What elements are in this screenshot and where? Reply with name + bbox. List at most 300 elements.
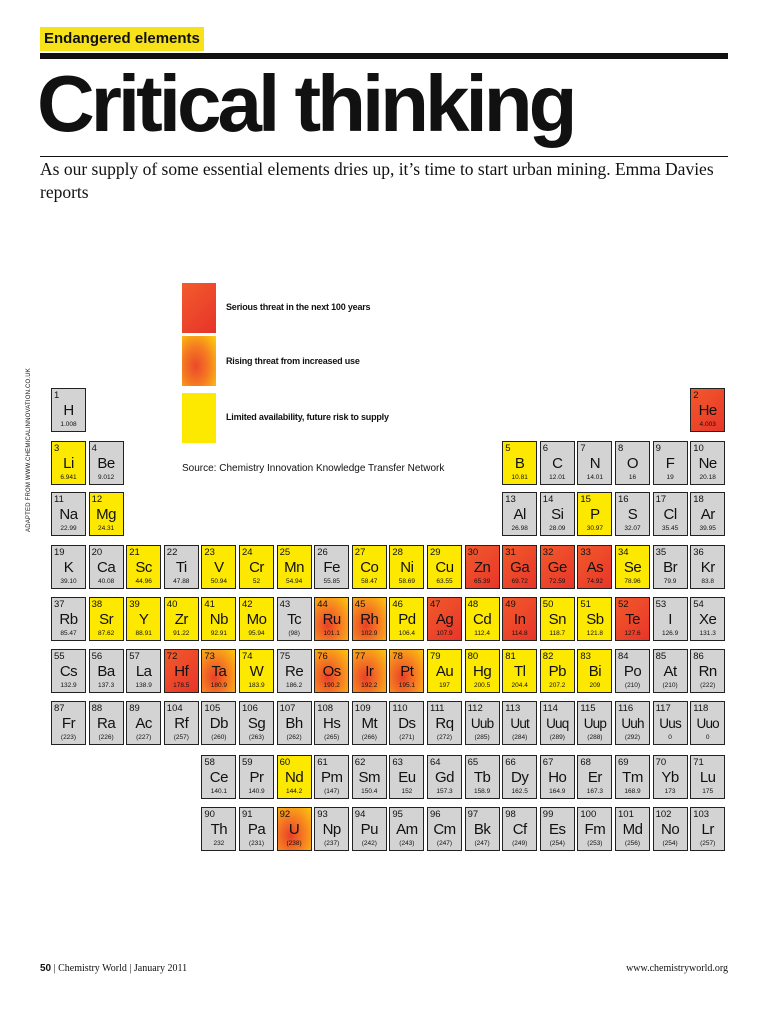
element-cell-y bbox=[126, 597, 161, 641]
element-symbol: Uus bbox=[659, 716, 681, 731]
atomic-number: 54 bbox=[693, 599, 704, 610]
atomic-mass: 132.9 bbox=[60, 682, 77, 689]
element-symbol: Na bbox=[59, 506, 78, 523]
atomic-mass: 140.1 bbox=[210, 788, 228, 795]
element-cell-bh bbox=[277, 701, 312, 745]
element-symbol: Lr bbox=[701, 821, 714, 838]
element-cell-eu bbox=[389, 755, 424, 799]
element-cell-cl bbox=[653, 492, 688, 536]
footer-left bbox=[40, 963, 187, 975]
element-symbol: La bbox=[135, 663, 152, 680]
publication-name: Chemistry World bbox=[58, 963, 127, 974]
element-cell-he bbox=[690, 388, 725, 432]
element-symbol: Db bbox=[209, 715, 228, 732]
element-cell-ds bbox=[389, 701, 424, 745]
atomic-mass: (263) bbox=[248, 734, 265, 741]
element-cell-fe bbox=[314, 545, 349, 589]
element-cell-ge bbox=[540, 545, 575, 589]
element-cell-li bbox=[51, 441, 86, 485]
element-symbol: Uut bbox=[510, 716, 529, 731]
atomic-mass: 121.8 bbox=[586, 630, 604, 637]
element-symbol: Mo bbox=[246, 611, 267, 628]
atomic-number: 7 bbox=[580, 443, 586, 454]
atomic-number: 85 bbox=[655, 651, 667, 662]
element-cell-er bbox=[577, 755, 612, 799]
element-cell-b bbox=[502, 441, 537, 485]
atomic-mass: 112.4 bbox=[474, 630, 490, 637]
atomic-number: 87 bbox=[54, 703, 65, 714]
element-symbol: Gd bbox=[434, 769, 454, 786]
element-cell-am bbox=[389, 807, 424, 851]
atomic-mass: 192.2 bbox=[361, 682, 378, 689]
element-cell-cr bbox=[239, 545, 274, 589]
atomic-mass: 178.5 bbox=[173, 682, 190, 689]
element-symbol: Tc bbox=[287, 611, 302, 628]
element-cell-rb bbox=[51, 597, 86, 641]
element-symbol: Tb bbox=[473, 769, 491, 786]
atomic-mass: (222) bbox=[700, 682, 716, 689]
atomic-mass: (231) bbox=[248, 840, 265, 847]
atomic-number: 94 bbox=[354, 809, 366, 820]
atomic-number: 65 bbox=[467, 757, 479, 768]
element-symbol: H bbox=[63, 402, 74, 419]
element-symbol: Pm bbox=[320, 769, 343, 786]
legend-swatch-rising bbox=[182, 336, 216, 386]
atomic-mass: 126.9 bbox=[661, 630, 679, 637]
atomic-number: 77 bbox=[354, 651, 366, 662]
atomic-number: 57 bbox=[129, 651, 140, 662]
element-cell-gd bbox=[427, 755, 462, 799]
element-symbol: Br bbox=[663, 559, 678, 576]
element-cell-as bbox=[577, 545, 612, 589]
element-symbol: Er bbox=[587, 769, 602, 786]
atomic-mass: 39.95 bbox=[699, 525, 716, 532]
atomic-number: 28 bbox=[392, 547, 403, 558]
atomic-number: 61 bbox=[317, 757, 328, 768]
element-symbol: B bbox=[514, 455, 525, 472]
atomic-mass: 144.2 bbox=[285, 788, 303, 795]
element-symbol: Lu bbox=[699, 769, 716, 786]
atomic-mass: (243) bbox=[399, 840, 415, 847]
atomic-mass: 114.8 bbox=[511, 630, 528, 637]
atomic-number: 80 bbox=[467, 651, 479, 662]
atomic-mass: (256) bbox=[624, 840, 641, 847]
element-symbol: Po bbox=[623, 663, 642, 680]
atomic-number: 6 bbox=[542, 443, 549, 454]
element-cell-ba bbox=[89, 649, 124, 693]
element-cell-ag bbox=[427, 597, 462, 641]
atomic-mass: 58.47 bbox=[361, 578, 378, 585]
atomic-number: 81 bbox=[505, 651, 516, 662]
element-symbol: Fr bbox=[61, 715, 76, 732]
atomic-mass: (288) bbox=[587, 734, 603, 741]
element-symbol: At bbox=[663, 663, 677, 680]
element-symbol: Bh bbox=[285, 715, 303, 732]
atomic-number: 27 bbox=[354, 547, 366, 558]
element-cell-o bbox=[615, 441, 650, 485]
element-symbol: Pt bbox=[400, 663, 414, 680]
atomic-mass: 207.2 bbox=[549, 682, 566, 689]
element-symbol: Sb bbox=[586, 611, 604, 628]
element-cell-n bbox=[577, 441, 612, 485]
element-cell-ru bbox=[314, 597, 349, 641]
atomic-mass: 127.6 bbox=[624, 630, 641, 637]
atomic-number: 105 bbox=[204, 703, 221, 714]
element-symbol: Be bbox=[97, 455, 115, 472]
issue-date: January 2011 bbox=[133, 963, 188, 974]
atomic-number: 62 bbox=[354, 757, 366, 768]
atomic-mass: 162.5 bbox=[511, 788, 528, 795]
element-symbol: Uuo bbox=[696, 716, 719, 731]
element-symbol: Cl bbox=[663, 506, 677, 523]
element-symbol: Ga bbox=[510, 559, 530, 576]
atomic-mass: (260) bbox=[211, 734, 227, 741]
element-cell-ac bbox=[126, 701, 161, 745]
atomic-number: 48 bbox=[467, 599, 479, 610]
element-cell-cs bbox=[51, 649, 86, 693]
element-cell-yb bbox=[653, 755, 688, 799]
atomic-mass: 58.69 bbox=[398, 578, 416, 585]
atomic-number: 89 bbox=[129, 703, 140, 714]
element-cell-br bbox=[653, 545, 688, 589]
legend-swatch-serious bbox=[182, 283, 216, 333]
atomic-mass: 10.81 bbox=[511, 474, 528, 481]
atomic-mass: 209 bbox=[589, 682, 601, 689]
element-cell-uub bbox=[465, 701, 500, 745]
element-cell-ca bbox=[89, 545, 124, 589]
element-symbol: Eu bbox=[398, 769, 416, 786]
element-cell-bk bbox=[465, 807, 500, 851]
atomic-number: 24 bbox=[242, 547, 253, 558]
atomic-mass: 12.01 bbox=[549, 474, 566, 481]
atomic-number: 101 bbox=[618, 809, 634, 820]
atomic-mass: 173 bbox=[664, 788, 676, 795]
atomic-number: 63 bbox=[392, 757, 403, 768]
element-symbol: Pd bbox=[398, 611, 416, 628]
element-symbol: He bbox=[698, 402, 717, 419]
atomic-mass: 65.39 bbox=[473, 578, 491, 585]
atomic-mass: 22.99 bbox=[60, 525, 77, 532]
atomic-mass: (247) bbox=[436, 840, 453, 847]
element-symbol: Ba bbox=[97, 663, 115, 680]
atomic-number: 72 bbox=[166, 651, 178, 662]
element-symbol: Te bbox=[625, 611, 640, 628]
element-cell-th bbox=[201, 807, 236, 851]
atomic-mass: 50.94 bbox=[210, 578, 228, 585]
element-symbol: Dy bbox=[511, 769, 529, 786]
element-symbol: Xe bbox=[699, 611, 717, 628]
atomic-mass: 30.97 bbox=[586, 525, 604, 532]
element-cell-w bbox=[239, 649, 274, 693]
atomic-number: 25 bbox=[279, 547, 291, 558]
atomic-mass: 79.9 bbox=[663, 578, 677, 585]
atomic-number: 14 bbox=[542, 494, 554, 505]
element-symbol: Sn bbox=[548, 611, 566, 628]
element-cell-pt bbox=[389, 649, 424, 693]
element-symbol: Ni bbox=[400, 559, 414, 576]
atomic-number: 47 bbox=[430, 599, 441, 610]
atomic-number: 19 bbox=[54, 547, 65, 558]
atomic-mass: 1.008 bbox=[60, 421, 77, 428]
atomic-number: 103 bbox=[693, 809, 710, 820]
atomic-mass: (253) bbox=[587, 840, 603, 847]
element-symbol: F bbox=[665, 455, 675, 472]
atomic-number: 68 bbox=[580, 757, 591, 768]
atomic-mass: 16 bbox=[628, 474, 637, 481]
atomic-mass: 52 bbox=[252, 578, 261, 585]
atomic-number: 102 bbox=[655, 809, 672, 820]
atomic-mass: 20.18 bbox=[699, 474, 716, 481]
legend-label-rising: Rising threat from increased use bbox=[226, 356, 360, 366]
atomic-mass: 204.4 bbox=[511, 682, 528, 689]
element-symbol: W bbox=[249, 663, 264, 680]
element-cell-ho bbox=[540, 755, 575, 799]
element-cell-nb bbox=[201, 597, 236, 641]
element-cell-db bbox=[201, 701, 236, 745]
element-cell-kr bbox=[690, 545, 725, 589]
atomic-number: 91 bbox=[242, 809, 253, 820]
page-number: 50 bbox=[40, 963, 52, 974]
element-cell-mt bbox=[352, 701, 387, 745]
atomic-number: 38 bbox=[91, 599, 103, 610]
element-cell-c bbox=[540, 441, 575, 485]
atomic-mass: 85.47 bbox=[60, 630, 77, 637]
element-symbol: Ac bbox=[135, 715, 152, 732]
atomic-mass: 44.96 bbox=[135, 578, 152, 585]
element-symbol: Re bbox=[285, 663, 304, 680]
atomic-mass: 197 bbox=[439, 682, 450, 689]
atomic-number: 5 bbox=[505, 443, 511, 454]
element-symbol: Ir bbox=[365, 663, 374, 680]
element-cell-cf bbox=[502, 807, 537, 851]
atomic-mass: 158.9 bbox=[473, 788, 491, 795]
element-symbol: Ti bbox=[175, 559, 187, 576]
element-symbol: Li bbox=[63, 455, 74, 472]
atomic-number: 55 bbox=[54, 651, 65, 662]
element-cell-xe bbox=[690, 597, 725, 641]
atomic-number: 64 bbox=[430, 757, 441, 768]
element-cell-al bbox=[502, 492, 537, 536]
element-cell-au bbox=[427, 649, 462, 693]
element-symbol: Pr bbox=[249, 769, 264, 786]
element-symbol: Hg bbox=[473, 663, 492, 680]
element-symbol: Es bbox=[549, 821, 566, 838]
atomic-mass: 47.88 bbox=[173, 578, 190, 585]
atomic-number: 108 bbox=[317, 703, 334, 714]
element-cell-mo bbox=[239, 597, 274, 641]
atomic-number: 8 bbox=[618, 443, 624, 454]
element-symbol: As bbox=[586, 559, 604, 576]
element-symbol: N bbox=[589, 455, 601, 472]
element-symbol: Cm bbox=[433, 821, 456, 838]
atomic-number: 34 bbox=[618, 547, 629, 558]
atomic-mass: (265) bbox=[324, 734, 340, 741]
element-symbol: Si bbox=[551, 506, 564, 523]
element-symbol: In bbox=[513, 611, 526, 628]
atomic-number: 67 bbox=[542, 757, 554, 768]
atomic-number: 12 bbox=[91, 494, 103, 505]
element-cell-ta bbox=[201, 649, 236, 693]
element-cell-na bbox=[51, 492, 86, 536]
element-symbol: Ar bbox=[700, 506, 715, 523]
atomic-mass: (247) bbox=[474, 840, 490, 847]
atomic-mass: (147) bbox=[324, 788, 340, 795]
element-cell-sn bbox=[540, 597, 575, 641]
atomic-mass: 164.9 bbox=[549, 788, 566, 795]
atomic-mass: (257) bbox=[700, 840, 716, 847]
element-cell-hs bbox=[314, 701, 349, 745]
atomic-mass: (227) bbox=[136, 734, 152, 741]
atomic-number: 53 bbox=[655, 599, 667, 610]
atomic-mass: 131.3 bbox=[699, 630, 716, 637]
element-symbol: Mn bbox=[284, 559, 305, 576]
element-cell-lr bbox=[690, 807, 725, 851]
atomic-number: 75 bbox=[279, 651, 291, 662]
element-symbol: Ne bbox=[698, 455, 717, 472]
atomic-number: 46 bbox=[392, 599, 403, 610]
element-symbol: Ge bbox=[547, 559, 567, 576]
atomic-mass: 6.941 bbox=[60, 474, 77, 481]
element-symbol: Ru bbox=[322, 611, 341, 628]
element-cell-sg bbox=[239, 701, 274, 745]
element-symbol: Os bbox=[322, 663, 341, 680]
atomic-mass: 74.92 bbox=[586, 578, 604, 585]
element-symbol: Co bbox=[360, 559, 379, 576]
atomic-number: 118 bbox=[693, 703, 709, 714]
element-symbol: Sm bbox=[358, 769, 381, 786]
atomic-mass: 118.7 bbox=[549, 630, 566, 637]
element-cell-re bbox=[277, 649, 312, 693]
atomic-number: 76 bbox=[317, 651, 328, 662]
atomic-number: 96 bbox=[430, 809, 441, 820]
atomic-mass: 232 bbox=[213, 840, 225, 847]
standfirst-rule bbox=[40, 156, 728, 157]
element-symbol: Rb bbox=[59, 611, 78, 628]
element-symbol: Am bbox=[396, 821, 418, 838]
element-symbol: Cu bbox=[435, 559, 454, 576]
atomic-number: 49 bbox=[505, 599, 516, 610]
atomic-mass: 0 bbox=[705, 734, 710, 741]
atomic-mass: (98) bbox=[288, 630, 300, 637]
element-symbol: Rf bbox=[174, 715, 189, 732]
element-cell-lu bbox=[690, 755, 725, 799]
atomic-mass: (254) bbox=[662, 840, 678, 847]
element-symbol: Hf bbox=[174, 663, 189, 680]
atomic-mass: 175 bbox=[702, 788, 714, 795]
atomic-mass: 101.1 bbox=[323, 630, 340, 637]
element-symbol: Ca bbox=[97, 559, 116, 576]
element-symbol: Au bbox=[435, 663, 454, 680]
atomic-number: 44 bbox=[317, 599, 328, 610]
element-cell-p bbox=[577, 492, 612, 536]
element-symbol: Mt bbox=[361, 715, 378, 732]
atomic-mass: 138.9 bbox=[135, 682, 152, 689]
atomic-mass: 152 bbox=[401, 788, 413, 795]
atomic-mass: 140.9 bbox=[248, 788, 265, 795]
element-cell-u bbox=[277, 807, 312, 851]
element-cell-k bbox=[51, 545, 86, 589]
element-cell-rn bbox=[690, 649, 725, 693]
atomic-number: 15 bbox=[580, 494, 591, 505]
element-symbol: Pb bbox=[548, 663, 566, 680]
element-symbol: Ds bbox=[398, 715, 416, 732]
element-symbol: U bbox=[288, 821, 300, 838]
element-symbol: Rn bbox=[698, 663, 717, 680]
element-cell-uut bbox=[502, 701, 537, 745]
element-cell-pd bbox=[389, 597, 424, 641]
atomic-mass: 150.4 bbox=[361, 788, 378, 795]
element-cell-ir bbox=[352, 649, 387, 693]
atomic-mass: 180.9 bbox=[210, 682, 228, 689]
atomic-number: 114 bbox=[542, 703, 558, 714]
atomic-number: 32 bbox=[542, 547, 554, 558]
atomic-mass: 9.012 bbox=[97, 474, 115, 481]
element-cell-h bbox=[51, 388, 86, 432]
atomic-number: 18 bbox=[693, 494, 704, 505]
element-cell-rf bbox=[164, 701, 199, 745]
element-cell-sc bbox=[126, 545, 161, 589]
element-cell-pr bbox=[239, 755, 274, 799]
element-symbol: Zn bbox=[473, 559, 491, 576]
element-cell-ti bbox=[164, 545, 199, 589]
atomic-mass: 69.72 bbox=[511, 578, 528, 585]
atomic-number: 100 bbox=[580, 809, 597, 820]
element-cell-at bbox=[653, 649, 688, 693]
atomic-number: 106 bbox=[242, 703, 258, 714]
element-cell-pa bbox=[239, 807, 274, 851]
atomic-mass: (262) bbox=[286, 734, 302, 741]
atomic-number: 50 bbox=[542, 599, 554, 610]
standfirst: As our supply of some essential elements dries up, it’s time to start urban mining. Emma Davies reports bbox=[40, 159, 714, 202]
atomic-mass: 63.55 bbox=[436, 578, 453, 585]
element-cell-tb bbox=[465, 755, 500, 799]
atomic-number: 60 bbox=[279, 757, 291, 768]
element-symbol: Tl bbox=[513, 663, 526, 680]
atomic-mass: 195.1 bbox=[398, 682, 416, 689]
element-cell-bi bbox=[577, 649, 612, 693]
atomic-number: 115 bbox=[580, 703, 596, 714]
element-cell-ni bbox=[389, 545, 424, 589]
atomic-number: 35 bbox=[655, 547, 667, 558]
atomic-number: 3 bbox=[54, 443, 60, 454]
element-symbol: Fm bbox=[584, 821, 606, 838]
atomic-mass: (237) bbox=[324, 840, 340, 847]
element-cell-uus bbox=[653, 701, 688, 745]
element-symbol: Rq bbox=[435, 715, 454, 732]
footer-url: www.chemistryworld.org bbox=[626, 963, 728, 974]
atomic-number: 95 bbox=[392, 809, 403, 820]
element-cell-rq bbox=[427, 701, 462, 745]
atomic-number: 71 bbox=[693, 757, 704, 768]
atomic-mass: 168.9 bbox=[624, 788, 641, 795]
atomic-number: 51 bbox=[580, 599, 591, 610]
element-cell-sm bbox=[352, 755, 387, 799]
element-symbol: Th bbox=[210, 821, 228, 838]
atomic-number: 90 bbox=[204, 809, 215, 820]
element-symbol: Sr bbox=[99, 611, 114, 628]
image-credit: ADAPTED FROM WWW.CHEMICALINNOVATION.CO.UK bbox=[26, 368, 32, 532]
atomic-number: 99 bbox=[542, 809, 554, 820]
element-cell-po bbox=[615, 649, 650, 693]
atomic-mass: (257) bbox=[173, 734, 189, 741]
atomic-number: 97 bbox=[467, 809, 479, 820]
element-symbol: Hs bbox=[323, 715, 341, 732]
atomic-mass: 167.3 bbox=[586, 788, 604, 795]
element-cell-uup bbox=[577, 701, 612, 745]
atomic-number: 22 bbox=[166, 547, 178, 558]
element-symbol: Uub bbox=[470, 716, 494, 731]
atomic-number: 36 bbox=[693, 547, 704, 558]
